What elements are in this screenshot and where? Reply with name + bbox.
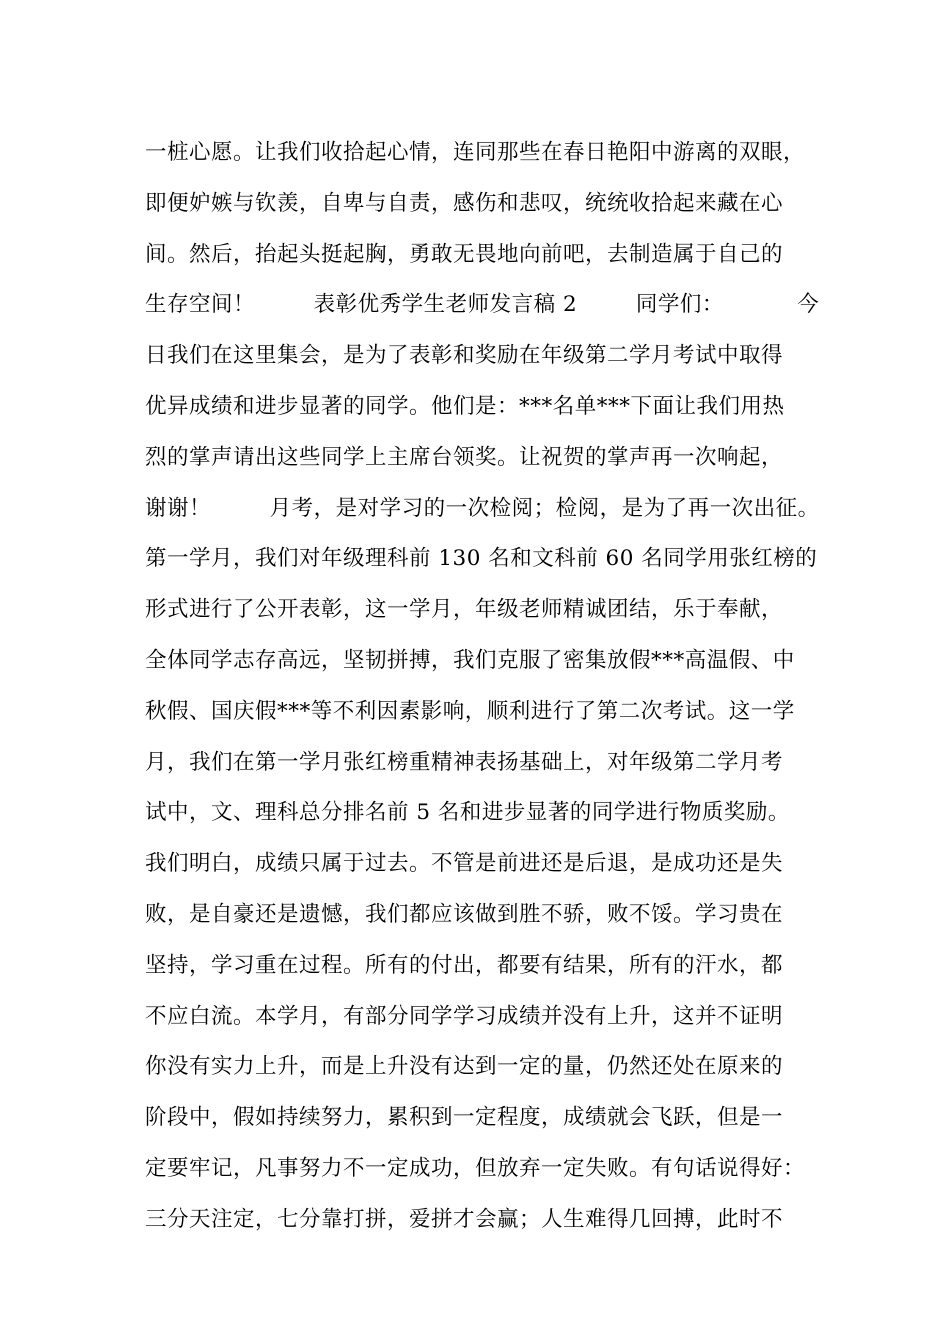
text-line: 我们明白，成绩只属于过去。不管是前进还是后退，是成功还是失	[145, 851, 784, 877]
body-text	[145, 128, 835, 1246]
text-line: 即便妒嫉与钦羡，自卑与自责，感伤和悲叹，统统收拾起来藏在心	[145, 190, 784, 216]
text-line: 全体同学志存高远，坚韧拼搏，我们克服了密集放假***高温假、中	[145, 647, 795, 673]
text-line: 烈的掌声请出这些同学上主席台领奖。让祝贺的掌声再一次响起，	[145, 444, 784, 470]
text-line: 第一学月，我们对年级理科前 130 名和文科前 60 名同学用张红榜的	[145, 546, 818, 572]
text-line: 形式进行了公开表彰，这一学月，年级老师精诚团结，乐于奉献，	[145, 597, 784, 623]
text-line: 败，是自豪还是遗憾，我们都应该做到胜不骄，败不馁。学习贵在	[145, 901, 784, 927]
text-line: 谢谢！ 月考，是对学习的一次检阅；检阅，是为了再一次出征。	[145, 495, 820, 521]
text-line: 一桩心愿。让我们收拾起心情，连同那些在春日艳阳中游离的双眼，	[145, 140, 806, 165]
text-line: 试中，文、理科总分排名前 5 名和进步显著的同学进行物质奖励。	[145, 800, 790, 826]
text-line: 生存空间！ 表彰优秀学生老师发言稿 2 同学们： 今	[145, 292, 820, 318]
text-line: 坚持，学习重在过程。所有的付出，都要有结果，所有的汗水，都	[145, 952, 784, 978]
text-line: 秋假、国庆假***等不利因素影响，顺利进行了第二次考试。这一学	[145, 698, 795, 724]
text-line: 阶段中，假如持续努力，累积到一定程度，成绩就会飞跃，但是一	[145, 1105, 784, 1131]
text-line: 间。然后，抬起头挺起胸，勇敢无畏地向前吧，去制造属于自己的	[145, 241, 784, 267]
text-line: 你没有实力上升，而是上升没有达到一定的量，仍然还处在原来的	[145, 1054, 784, 1080]
text-line: 优异成绩和进步显著的同学。他们是：***名单***下面让我们用热	[145, 393, 785, 419]
text-line: 日我们在这里集会，是为了表彰和奖励在年级第二学月考试中取得	[145, 343, 784, 369]
text-line: 定要牢记，凡事努力不一定成功，但放弃一定失败。有句话说得好：	[145, 1155, 806, 1181]
text-line: 月，我们在第一学月张红榜重精神表扬基础上，对年级第二学月考	[145, 749, 784, 775]
text-line: 不应白流。本学月，有部分同学学习成绩并没有上升，这并不证明	[145, 1003, 784, 1029]
text-line: 三分天注定，七分靠打拼，爱拼才会赢；人生难得几回搏，此时不	[145, 1206, 784, 1232]
